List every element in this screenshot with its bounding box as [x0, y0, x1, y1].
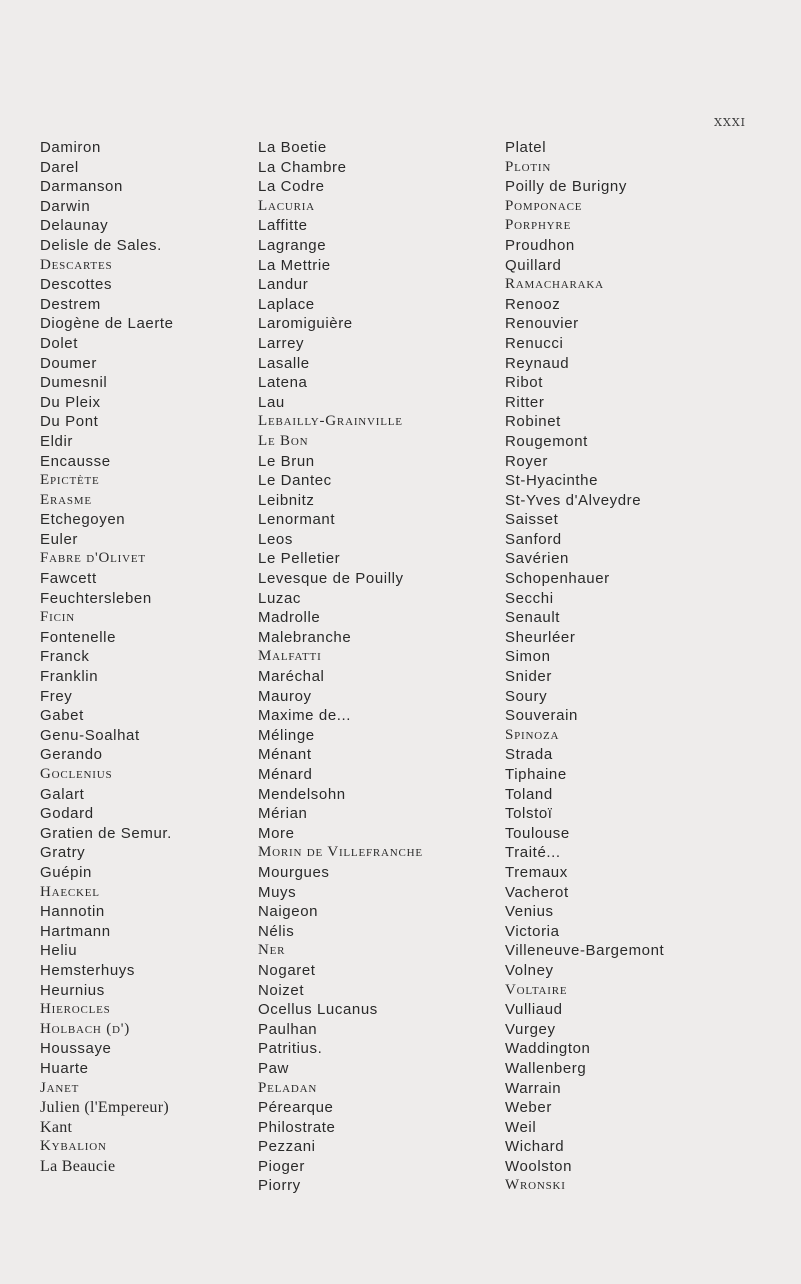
index-entry: Morin de Villefranche	[258, 844, 423, 861]
index-entry: Madrolle	[258, 609, 321, 627]
index-entry: Delaunay	[40, 217, 109, 235]
index-entry: Godard	[40, 805, 94, 823]
index-entry: Pezzani	[258, 1138, 316, 1156]
index-entry: Mélinge	[258, 726, 315, 744]
index-entry: Euler	[40, 530, 79, 548]
index-entry: Goclenius	[40, 766, 113, 782]
index-entry: Franklin	[40, 668, 99, 686]
index-column-1	[40, 138, 250, 1176]
index-entry: Ritter	[505, 393, 545, 411]
index-entry: Laffitte	[258, 217, 308, 235]
index-entry: Damiron	[40, 139, 101, 156]
index-entry: Renouvier	[505, 315, 579, 333]
index-entry: Mauroy	[258, 687, 312, 705]
index-entry: Darwin	[40, 197, 91, 215]
index-entry: Lagrange	[258, 236, 327, 254]
index-entry: Galart	[40, 785, 85, 803]
index-entry: Latena	[258, 374, 308, 392]
index-entry: Secchi	[505, 589, 554, 607]
index-entry: La Mettrie	[258, 256, 331, 274]
index-entry: Patritius.	[258, 1040, 323, 1058]
index-entry: Wronski	[505, 1177, 566, 1194]
index-entry: Ménant	[258, 746, 312, 764]
index-entry: Tolstoï	[505, 805, 553, 823]
index-entry: Reynaud	[505, 354, 570, 372]
index-entry: Hartmann	[40, 922, 111, 940]
index-entry: Luzac	[258, 589, 302, 607]
index-entry: Platel	[505, 139, 547, 156]
index-entry: Janet	[40, 1079, 80, 1096]
index-entry: Ramacharaka	[505, 276, 604, 293]
index-entry: Doumer	[40, 354, 97, 372]
index-entry: Voltaire	[505, 981, 568, 998]
index-entry: Proudhon	[505, 236, 575, 254]
index-entry: Vacherot	[505, 883, 569, 901]
index-entry: Lebailly-Grainville	[258, 413, 403, 430]
index-entry: La Boetie	[258, 139, 327, 156]
index-entry: Toulouse	[505, 824, 570, 842]
index-entry: Renucci	[505, 334, 564, 352]
index-entry: More	[258, 824, 295, 842]
index-entry: Frey	[40, 687, 73, 705]
index-entry: Rougemont	[505, 432, 588, 450]
index-entry: Weber	[505, 1099, 552, 1117]
index-entry: Royer	[505, 452, 549, 470]
index-entry: Fabre d'Olivet	[40, 550, 146, 567]
index-entry: Sheurléer	[505, 628, 576, 646]
index-entry: Villeneuve-Bargemont	[505, 942, 665, 960]
index-entry: Ner	[258, 942, 286, 959]
index-entry: Le Pelletier	[258, 550, 341, 568]
index-entry: Malebranche	[258, 628, 352, 646]
index-entry: Nélis	[258, 922, 295, 940]
index-entry: Gerando	[40, 746, 103, 764]
index-entry: Descottes	[40, 276, 113, 294]
index-entry: Robinet	[505, 413, 561, 431]
index-entry: Ménard	[258, 766, 313, 783]
index-entry: Feuchtersleben	[40, 589, 152, 607]
index-entry: Toland	[505, 785, 553, 803]
index-entry: Gabet	[40, 707, 84, 725]
index-entry: St-Yves d'Alveydre	[505, 491, 642, 509]
index-entry: Lau	[258, 393, 285, 411]
index-entry: Volney	[505, 961, 554, 979]
index-entry: Ocellus Lucanus	[258, 1001, 378, 1019]
index-entry: Gratry	[40, 844, 86, 862]
index-entry: Renooz	[505, 295, 561, 313]
index-entry: Vurgey	[505, 1020, 556, 1038]
index-entry: Guépin	[40, 863, 92, 881]
index-entry: Noizet	[258, 981, 305, 999]
index-entry: Eldir	[40, 432, 74, 450]
index-entry: Leos	[258, 530, 293, 548]
index-entry: Savérien	[505, 550, 570, 568]
index-entry: Du Pont	[40, 413, 99, 431]
index-entry: Laplace	[258, 295, 315, 313]
index-entry: Hierocles	[40, 1001, 111, 1018]
index-entry: Hemsterhuys	[40, 961, 135, 979]
index-entry: Nogaret	[258, 961, 316, 979]
index-entry: Piorry	[258, 1177, 301, 1195]
index-entry: Lacuria	[258, 197, 315, 214]
index-entry: La Chambre	[258, 158, 347, 176]
index-entry: Muys	[258, 883, 297, 901]
index-entry: Gratien de Semur.	[40, 824, 172, 842]
index-entry: Levesque de Pouilly	[258, 570, 404, 588]
index-entry: Landur	[258, 276, 309, 294]
index-entry: Malfatti	[258, 648, 322, 665]
index-entry: Kybalion	[40, 1138, 107, 1155]
index-entry: Pomponace	[505, 197, 583, 214]
index-entry: Naigeon	[258, 903, 319, 921]
index-entry: Laromiguière	[258, 315, 353, 333]
index-entry: St-Hyacinthe	[505, 472, 599, 490]
index-entry: Philostrate	[258, 1118, 336, 1136]
index-entry: Snider	[505, 668, 552, 686]
index-entry: Schopenhauer	[505, 570, 610, 588]
page-number: XXXI	[714, 116, 746, 129]
index-entry: La Codre	[258, 178, 325, 196]
index-entry: La Beaucie	[40, 1157, 116, 1175]
index-entry: Dumesnil	[40, 374, 108, 392]
index-entry: Senault	[505, 609, 561, 627]
index-entry: Mendelsohn	[258, 785, 346, 803]
index-entry: Fawcett	[40, 570, 97, 588]
index-entry: Julien (l'Empereur)	[40, 1099, 169, 1117]
index-entry: Ficin	[40, 609, 75, 626]
index-entry: Houssaye	[40, 1040, 112, 1058]
index-entry: Waddington	[505, 1040, 591, 1058]
index-entry: Wallenberg	[505, 1059, 587, 1077]
index-entry: Strada	[505, 746, 553, 764]
index-entry: Victoria	[505, 922, 560, 940]
index-entry: Larrey	[258, 334, 305, 352]
index-entry: Darel	[40, 158, 79, 176]
index-entry: Diogène de Laerte	[40, 315, 174, 333]
index-entry: Erasme	[40, 491, 92, 508]
index-entry: Warrain	[505, 1079, 562, 1097]
index-entry: Weil	[505, 1118, 537, 1136]
index-entry: Sanford	[505, 530, 562, 548]
index-entry: Soury	[505, 687, 548, 705]
index-entry: Pérearque	[258, 1099, 334, 1117]
index-entry: Souverain	[505, 707, 578, 725]
index-entry: Poilly de Burigny	[505, 178, 627, 196]
index-entry: Maxime de...	[258, 707, 352, 725]
index-entry: Simon	[505, 648, 551, 666]
index-entry: Fontenelle	[40, 628, 117, 646]
index-entry: Lasalle	[258, 354, 310, 372]
index-entry: Leibnitz	[258, 491, 315, 509]
index-entry: Le Bon	[258, 432, 309, 449]
index-entry: Mourgues	[258, 863, 330, 881]
index-entry: Quillard	[505, 256, 562, 274]
index-entry: Dolet	[40, 334, 79, 352]
index-entry: Franck	[40, 648, 90, 666]
index-entry: Le Brun	[258, 452, 315, 470]
index-entry: Paw	[258, 1059, 289, 1077]
index-entry: Pioger	[258, 1157, 305, 1175]
index-entry: Peladan	[258, 1079, 318, 1096]
index-entry: Tremaux	[505, 863, 568, 881]
index-entry: Genu-Soalhat	[40, 726, 140, 744]
index-entry: Hannotin	[40, 903, 105, 921]
index-entry: Epictète	[40, 472, 100, 489]
index-entry: Etchegoyen	[40, 511, 126, 529]
index-column-3	[505, 138, 785, 1196]
index-entry: Descartes	[40, 256, 113, 273]
index-entry: Porphyre	[505, 217, 572, 234]
index-entry: Paulhan	[258, 1020, 318, 1038]
index-entry: Destrem	[40, 295, 101, 313]
index-column-2	[258, 138, 490, 1196]
index-entry: Traité...	[505, 844, 561, 862]
index-entry: Kant	[40, 1118, 73, 1136]
index-entry: Tiphaine	[505, 766, 567, 783]
index-entry: Venius	[505, 903, 554, 921]
index-entry: Vulliaud	[505, 1001, 563, 1019]
index-entry: Wichard	[505, 1138, 565, 1156]
index-entry: Heurnius	[40, 981, 105, 999]
index-entry: Delisle de Sales.	[40, 236, 162, 254]
index-entry: Maréchal	[258, 668, 325, 686]
index-entry: Spinoza	[505, 726, 560, 743]
index-entry: Heliu	[40, 942, 78, 960]
index-entry: Huarte	[40, 1059, 89, 1077]
index-entry: Holbach (d')	[40, 1020, 131, 1037]
index-entry: Ribot	[505, 374, 544, 392]
index-entry: Woolston	[505, 1157, 573, 1175]
index-entry: Saisset	[505, 511, 559, 529]
index-entry: Plotin	[505, 158, 552, 175]
index-entry: Lenormant	[258, 511, 336, 529]
index-entry: Encausse	[40, 452, 111, 470]
index-entry: Le Dantec	[258, 472, 332, 490]
index-entry: Darmanson	[40, 178, 123, 196]
index-entry: Haeckel	[40, 883, 100, 900]
index-entry: Mérian	[258, 805, 308, 823]
index-entry: Du Pleix	[40, 393, 101, 411]
